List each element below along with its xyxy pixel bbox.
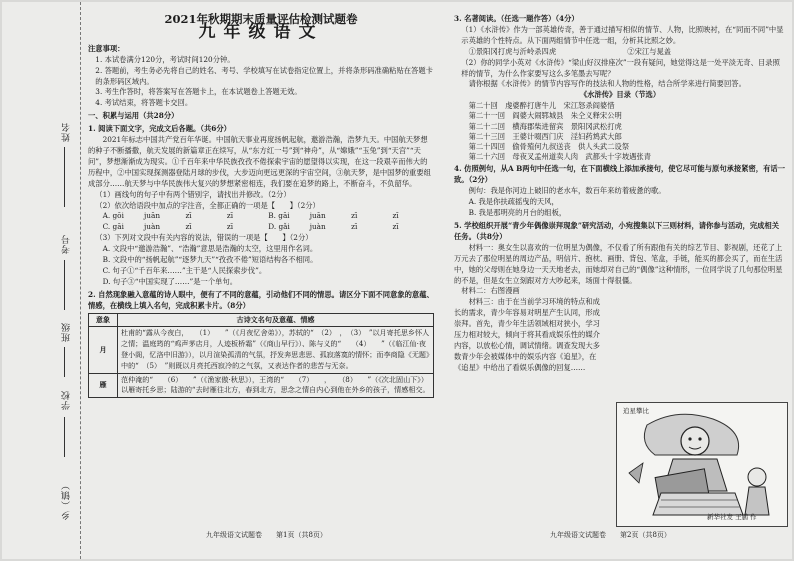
q1-3-option: C. 句子①“千百年来……”主干是“人民探索步伐”。 [102,265,267,275]
toc-item: 第二十回 虔婆醉打唐牛儿 宋江怒杀阎婆惜 [468,101,615,111]
material-2-heading: 材料二：右图漫画 [461,286,520,296]
q4-option-b: B. 我是那明亮的月台的组板， [468,208,567,218]
school-line [64,417,65,457]
q3-pair: ②宋江与晁盖 [627,46,672,56]
note-item: 3. 考生作答时，将答案写在答题卡上，在本试题卷上答题无效。 [95,87,302,97]
exam-sheet [2,2,792,559]
q4-example: 例句：我是你河边上破旧的老水车，数百年来纺着疲惫的歌。 [468,186,666,196]
left-page [88,12,434,398]
q3-pairs [454,47,786,58]
part1-heading: 一、积累与运用（共28分） [88,111,179,121]
binding-strip [2,2,81,559]
table-row [89,373,434,398]
poem-table [88,313,434,399]
toc-item: 第二十三回 王婆计啜西门庆 淫妇药鸩武大郎 [468,131,622,141]
toc-title: 《水浒传》目录（节选） [579,90,661,100]
cartoon-credit: 新华社发 王鹏 作 [707,513,757,521]
class-line [64,347,65,377]
q4-heading: 4. 仿照例句，从A B两句中任选一句，在下面横线上添加承接句，使它尽可能与原句承接紧密，有话一致。（2分） [454,164,785,185]
cartoon-illustration [617,403,787,526]
notes-title: 注意事项： [88,43,125,53]
q1-3-option: D. 句子③“中国实现了……”是一个单句。 [102,276,238,286]
toc-item: 第二十四回 偷骨殖何九叔送丧 供人头武二设祭 [468,142,630,152]
material-3: 材料三：由于在当前学习环境的特点和成长的需求，青少年容易对明星产生认同，形成崇拜。首先，青少年生活领域相对狭小，学习压力相对较大，倾向于将其看成娱乐性的媒介内容，以放松心情，调试情绪。调查发现大多数青少年会被媒体中的娱乐内容《追星》，在《追星》中给出了看娱乐偶像的回复…… [454,297,600,372]
note-item: 2. 答题前，考生务必先将自己的姓名、考号、学校填写在试卷指定位置上，并将条形码准确粘贴在答题卡的条形码区域内。 [95,65,433,86]
q3-heading: 3. 名著阅读。（任选一题作答）（4分） [454,14,579,23]
cartoon-image [616,402,788,527]
school-label: 学校 [62,390,72,410]
material-1: 材料一：奥女生以喜欢的一位明星为偶像，不仅看了所有跟他有关的综艺节目、影视剧，还花了上万元去了那位明星的周边产品，明信片、抱枕、画册、背包、笔盒，手链，能买的都会买了，而在生活中，她的父母则在她身边一天天地老去，而她却对自己的“偶像”这种情形，一位同学说了几句那位明星的不是，但是女生立刻跟对方大吵起来，场面十得很僵。 [454,242,783,285]
table-header-row [89,313,434,327]
q3-sub2: （2）你的同学小英对《水浒传》“梁山好汉排座次”一段有疑问，她觉得这是一处平淡无奇、目录照样的情节，为什么作家要写这么多笔墨去写呢？ [461,57,780,78]
q2-heading: 2. 自然现象融入意蕴的诗人眼中，便有了不同的意蕴，引动他们不同的情思。请区分下面不同意象的意蕴、情感，在横线上填入名句，完成积累卡片。（8分） [88,289,434,310]
table-cell-image: 月 [89,327,118,373]
table-header-cell: 意象 [89,313,118,327]
note-item: 1. 本试卷满分120分，考试时间120分钟。 [95,54,235,64]
q4-option-a: A. 我是你扶疏摇曳的天风， [468,197,559,207]
toc-item: 第二十一回 阎婆大闹郓城县 朱仝义释宋公明 [468,111,622,121]
table-cell-text: 范仲淹的“ （6） ”（《渔家傲·秋思》），王湾的“ （7） ， （8） ”（《次北固山下》）以雁寄托乡思；陆游的“去时雁往北方，春到北方，思念之情自内心到他在外乡的孩子，情感相交。 [118,373,434,398]
right-page [454,12,786,374]
subject-title: 九年级语文 [198,21,324,42]
q1-passage: 2021年标志中国共产党百年华诞。中国航天事业再度扬帆起航，邀游浩瀚，浩梦九天。中国航天梦想的种子不断播撒，航天发展的新篇章正在续写，从“东方红一号”到“神舟”，从“嫦娥”“玉兔”到“天宫”“天问”，梦想渐渐成为现实。①千百年来中华民族孜孜不倦探索宇宙的愿望得以实现，在这一段艰辛而伟大的历程中，②中国实现探测器登陆月球的步伐，大步迈向更远更深的宇宙空间，③航天梦，是中国梦的重要组成部分……航天梦与中华民族伟大复兴的梦想紧密相连，我们要在追梦的路上，不断奋斗，不负韶华。 [88,135,431,188]
exam-title: 2021年秋期期末质量评估检测试题卷 [164,12,358,26]
q3-pair: ①景阳冈打虎与沂岭杀四虎 [468,46,557,56]
class-label: 班级 [62,322,72,342]
table-header-cell: 古诗文名句及意蕴、情感 [118,313,434,327]
page2-footer: 九年级语文试题卷 第2页（共8页） [550,531,671,539]
number-line [64,260,65,310]
q1-3-option: B. 文段中的“扬帆起航”“逐梦九天”“孜孜不倦”短语结构各不相同。 [102,255,318,265]
table-cell-text: 杜甫的“露从今夜白， （1） ”（《月夜忆舍弟》），苏轼的“ （2） ， （3） ”以月寄托思乡怀人之情；温庭筠的“鸡声茅店月，人迹板桥霜”（《商山早行》）、陈与义的“ （4） ”（《临江仙·夜登小阁，忆洛中旧游》），以月渲染孤清的气氛，抒发奔思悲思、孤寂落寞的情怀；而李商隐《无题》中的“ （5） ”则既以月亮托西寂冷的之气氛，又表达作者的悲苦与无奈。 [118,327,434,373]
toc-item: 第二十二回 横海郡柴进留宾 景阳冈武松打虎 [468,121,622,131]
toc-item: 第二十六回 母夜叉孟州道卖人肉 武都头十字坡遇张青 [468,152,652,162]
toc-list [469,101,786,162]
q1-sub1: （1）画线句的句子中有两个错别字，请找出并修改。（2分） [95,189,291,199]
page1-footer: 九年级语文试题卷 第1页（共8页） [206,531,327,539]
name-label: 姓名 [62,122,72,142]
q1-sub2: （2）依次给语段中加点的字注音，全都正确的一项是【 】（2分） [95,200,320,210]
q1-3-option: A. 文段中“邀游浩瀚”、“浩瀚”意思是浩瀚的太空，这里用作名词。 [102,244,318,254]
q3-sub1: （1）《水浒传》作为一部英雄传奇，善于通过描写相似的情节、人物，比照映衬，在“同而不同”中显示英雄的个性特点。从下面两组情节中任选一组，分析其比照之妙。 [461,24,784,45]
cartoon-caption: 追星攀比 [623,407,649,415]
table-row [89,327,434,373]
town-label: 乡（镇） [62,480,72,520]
q1-heading: 1. 阅读下面文字，完成文后各题。（共6分） [88,124,231,134]
name-line [64,147,65,207]
q1-sub3: （3）下列对文段中有关内容的说法，错误的一项是【 】（2分） [95,233,313,243]
q1-2-options-row2: C. gāi juàn zī zī D. gǎi juàn zī zī [102,222,399,232]
number-label: 考号 [62,234,72,254]
q1-2-options-row1: A. gōi juān zī zī B. gāi juān zī zī [102,211,399,221]
table-cell-image: 雁 [89,373,118,398]
q5-heading: 5. 学校组织开展“青少年偶像崇拜现象”研究活动，小宛搜集以下三则材料，请你参与活动，完成相关任务。（共8分） [454,221,780,241]
q3-sub2b: 请你根据《水浒传》的情节内容写作的技法和人物的性格，结合所学来进行简要回答。 [468,79,746,89]
note-item: 4. 考试结束，将答题卡交回。 [95,98,193,108]
